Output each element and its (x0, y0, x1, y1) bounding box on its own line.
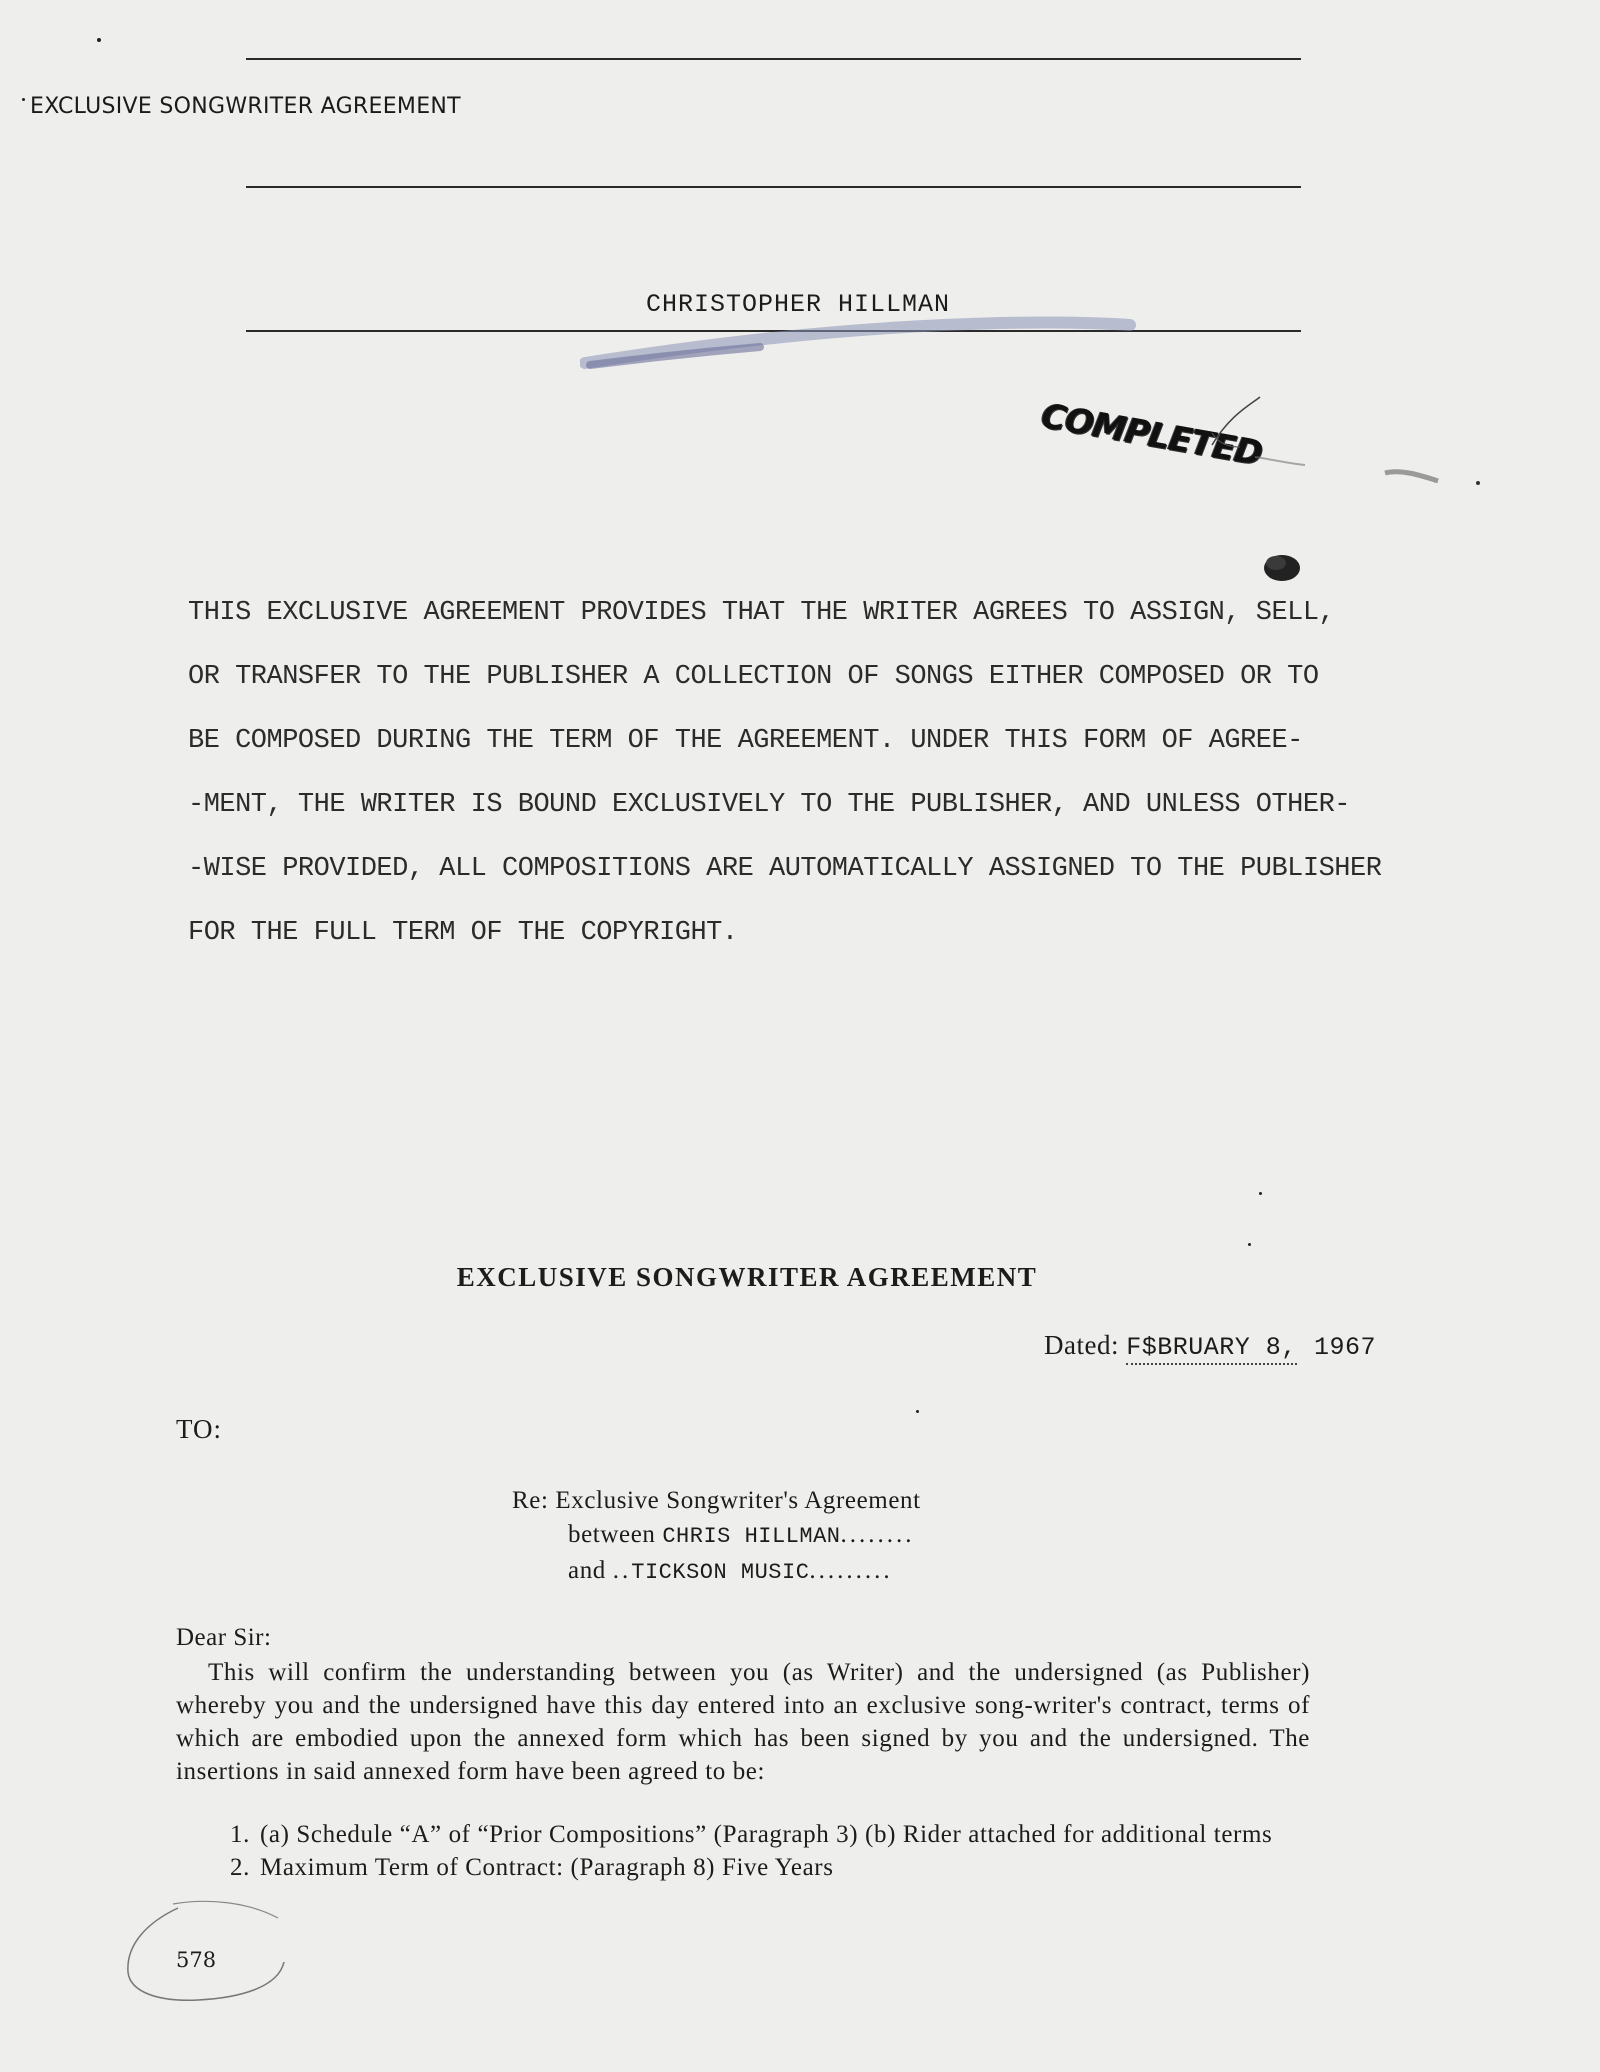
typed-line: -MENT, THE WRITER IS BOUND EXCLUSIVELY TO THE PUBLISHER, AND UNLESS OTHER- (188, 790, 1350, 820)
rule-line (246, 186, 1301, 188)
typed-line: FOR THE FULL TERM OF THE COPYRIGHT. (188, 918, 738, 948)
list-item (176, 1818, 1310, 1851)
letter-body: This will confirm the understanding between you (as Writer) and the undersigned (as Publisher) whereby you and the undersigned have this day entered into an exclusive song-writer's contract, terms of which are embodied upon the annexed form which has been signed by you and the undersigned. The insertions in said annexed form have been agreed to be: (176, 1659, 1310, 1785)
rule-line (246, 58, 1301, 60)
ink-dot (97, 38, 101, 42)
dot-leader: .. (612, 1557, 632, 1584)
page-number: 578 (176, 1948, 217, 1972)
completed-stamp: COMPLETED (1038, 395, 1265, 475)
ink-smudges (1210, 385, 1480, 585)
header-title: EXCLUSIVE SONGWRITER AGREEMENT (30, 94, 461, 119)
re-subject: Exclusive Songwriter's Agreement (555, 1487, 921, 1514)
between-label: between (568, 1521, 656, 1548)
dated-value: F$BRUARY 8, (1126, 1333, 1297, 1365)
typed-line: OR TRANSFER TO THE PUBLISHER A COLLECTION OF SONGS EITHER COMPOSED OR TO (188, 662, 1319, 692)
dated-year: 1967 (1314, 1333, 1377, 1362)
typed-paragraph (188, 598, 1428, 982)
ink-dot (22, 98, 25, 101)
ink-dot (1248, 1243, 1251, 1246)
re-block (512, 1484, 921, 1590)
item-text: (a) Schedule “A” of “Prior Compositions” (Paragraph 3) (b) Rider attached for additional terms (260, 1821, 1273, 1848)
list-item (176, 1851, 1310, 1884)
between-value: CHRIS HILLMAN (662, 1524, 841, 1549)
dated-line (1044, 1330, 1376, 1362)
dated-label: Dated: (1044, 1330, 1119, 1360)
pencil-streak (580, 305, 1140, 375)
typed-line: BE COMPOSED DURING THE TERM OF THE AGREEMENT. UNDER THIS FORM OF AGREE- (188, 726, 1303, 756)
typed-line: THIS EXCLUSIVE AGREEMENT PROVIDES THAT THE WRITER AGREES TO ASSIGN, SELL, (188, 598, 1335, 628)
and-label: and (568, 1557, 606, 1584)
dot-leader: ......... (809, 1557, 893, 1584)
ink-dot (1259, 1192, 1262, 1195)
dot-leader: ........ (840, 1521, 915, 1548)
item-number: 1. (230, 1821, 250, 1848)
writer-name: CHRISTOPHER HILLMAN (646, 290, 951, 319)
form-title: EXCLUSIVE SONGWRITER AGREEMENT (456, 1262, 1038, 1292)
insertions-list (176, 1818, 1310, 1884)
re-label: Re: (512, 1487, 549, 1514)
to-label: TO: (176, 1414, 223, 1444)
typed-line: -WISE PROVIDED, ALL COMPOSITIONS ARE AUTOMATICALLY ASSIGNED TO THE PUBLISHER (188, 854, 1382, 884)
and-value: TICKSON MUSIC (631, 1560, 810, 1585)
item-text: Maximum Term of Contract: (Paragraph 8) Five Years (260, 1854, 834, 1881)
greeting: Dear Sir: (176, 1624, 272, 1651)
item-number: 2. (230, 1854, 250, 1881)
ink-dot (916, 1410, 919, 1413)
